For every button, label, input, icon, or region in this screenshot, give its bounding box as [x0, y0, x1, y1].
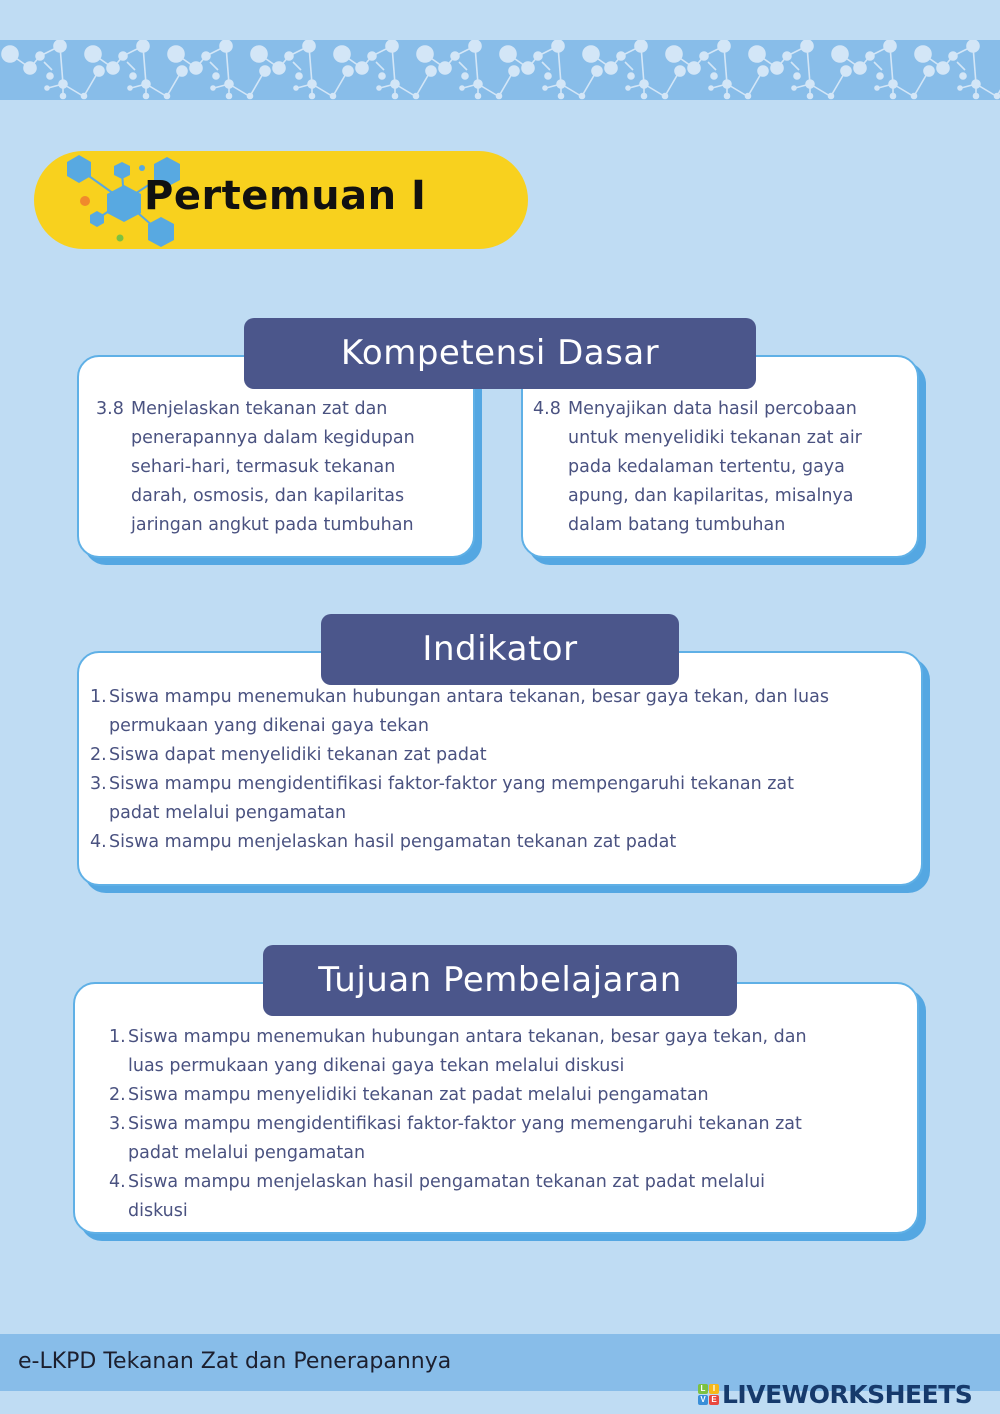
kd-number: 4.8 — [533, 399, 561, 419]
indikator-list — [90, 683, 920, 857]
meeting-title-banner — [34, 151, 528, 249]
top-molecule-banner — [0, 40, 1000, 100]
item-number: 3. — [109, 1114, 126, 1134]
item-line: diskusi — [128, 1201, 188, 1221]
item-number: 2. — [90, 745, 107, 765]
tujuan-item-2 — [109, 1081, 909, 1110]
item-line: Siswa mampu mengidentifikasi faktor-faktor yang memengaruhi tekanan zat — [128, 1114, 802, 1134]
logo-letter: I — [709, 1384, 719, 1394]
kd-line: darah, osmosis, dan kapilaritas — [131, 486, 405, 506]
meeting-title: Pertemuan I — [144, 173, 427, 219]
item-number: 2. — [109, 1085, 126, 1105]
kd-line: Menjelaskan tekanan zat dan — [131, 399, 388, 419]
item-number: 4. — [109, 1172, 126, 1192]
item-line: Siswa mampu menjelaskan hasil pengamatan tekanan zat padat — [109, 832, 677, 852]
indikator-item-3 — [90, 770, 920, 828]
kd-line: pada kedalaman tertentu, gaya — [568, 457, 845, 477]
kd-line: penerapannya dalam kegidupan — [131, 428, 415, 448]
logo-letter: E — [709, 1395, 719, 1405]
item-number: 4. — [90, 832, 107, 852]
logo-letter: L — [698, 1384, 708, 1394]
kd-number: 3.8 — [96, 399, 124, 419]
tujuan-item-1 — [109, 1023, 909, 1081]
kd-line: apung, dan kapilaritas, misalnya — [568, 486, 854, 506]
tujuan-list — [109, 1023, 909, 1226]
kd-line: dalam batang tumbuhan — [568, 515, 786, 535]
indikator-heading: Indikator — [321, 614, 679, 685]
kompetensi-dasar-heading: Kompetensi Dasar — [244, 318, 756, 389]
item-line: padat melalui pengamatan — [109, 803, 347, 823]
tujuan-item-4 — [109, 1168, 909, 1226]
kd-line: jaringan angkut pada tumbuhan — [131, 515, 414, 535]
logo-letter: V — [698, 1395, 708, 1405]
item-line: luas permukaan yang dikenai gaya tekan melalui diskusi — [128, 1056, 625, 1076]
item-number: 3. — [90, 774, 107, 794]
item-line: Siswa mampu menyelidiki tekanan zat padat melalui pengamatan — [128, 1085, 709, 1105]
molecule-pattern-icon — [0, 40, 1000, 100]
item-number: 1. — [109, 1027, 126, 1047]
indikator-item-4 — [90, 828, 920, 857]
item-line: Siswa mampu menemukan hubungan antara tekanan, besar gaya tekan, dan — [128, 1027, 807, 1047]
item-number: 1. — [90, 687, 107, 707]
liveworksheets-logo[interactable] — [698, 1380, 972, 1409]
indikator-item-2 — [90, 741, 920, 770]
item-line: Siswa mampu menjelaskan hasil pengamatan tekanan zat padat melalui — [128, 1172, 766, 1192]
kd-item-4-8 — [533, 395, 913, 540]
indikator-item-1 — [90, 683, 920, 741]
item-line: Siswa dapat menyelidiki tekanan zat padat — [109, 745, 487, 765]
item-line: permukaan yang dikenai gaya tekan — [109, 716, 429, 736]
footer-document-title: e-LKPD Tekanan Zat dan Penerapannya — [18, 1349, 452, 1374]
liveworksheets-brand-text: LIVEWORKSHEETS — [722, 1380, 973, 1409]
kd-line: sehari-hari, termasuk tekanan — [131, 457, 396, 477]
kd-line: untuk menyelidiki tekanan zat air — [568, 428, 862, 448]
kd-line: Menyajikan data hasil percobaan — [568, 399, 857, 419]
item-line: Siswa mampu menemukan hubungan antara tekanan, besar gaya tekan, dan luas — [109, 687, 829, 707]
item-line: Siswa mampu mengidentifikasi faktor-faktor yang mempengaruhi tekanan zat — [109, 774, 794, 794]
tujuan-item-3 — [109, 1110, 909, 1168]
kd-item-3-8 — [96, 395, 466, 540]
tujuan-pembelajaran-heading: Tujuan Pembelajaran — [263, 945, 737, 1016]
item-line: padat melalui pengamatan — [128, 1143, 366, 1163]
liveworksheets-logo-icon — [698, 1384, 719, 1405]
